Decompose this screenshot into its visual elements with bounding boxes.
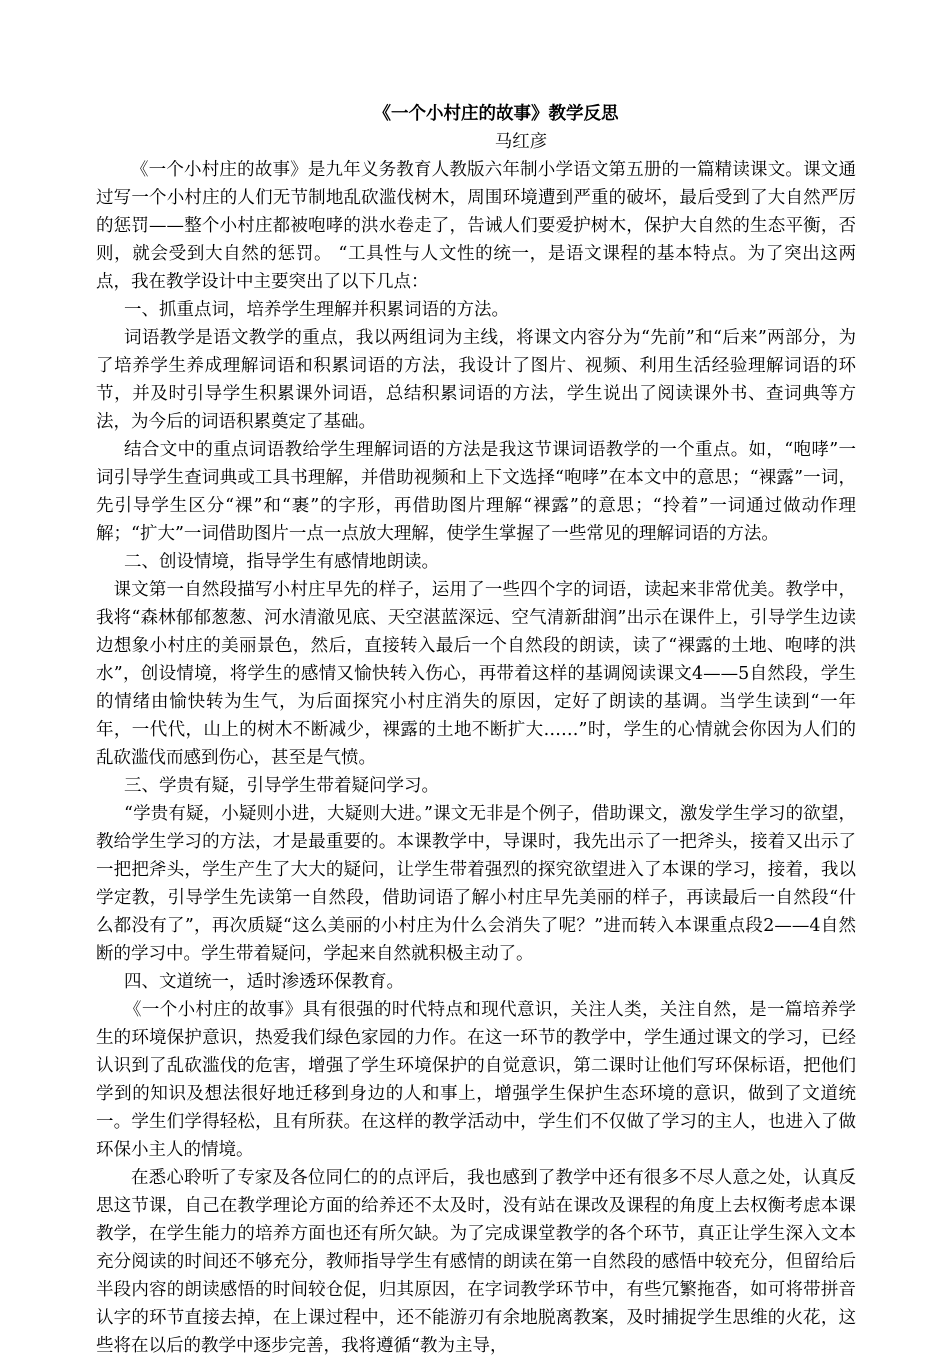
paragraph-section-1a: 词语教学是语文教学的重点，我以两组词为主线，将课文内容分为“先前”和“后来”两部分，为了培养学生养成理解词语和积累词语的方法，我设计了图片、视频、利用生活经验理解词语的环节，并及时引导学生积累课外词语，总结积累词语的方法，学生说出了阅读课外书、查词典等方法，为今后的词语积累奠定了基础。 <box>96 328 856 432</box>
section-heading-1: 一、抓重点词，培养学生理解并积累词语的方法。 <box>124 300 509 320</box>
paragraph-section-2: 课文第一自然段描写小村庄早先的样子，运用了一些四个字的词语，读起来非常优美。教学中，我将“森林郁郁葱葱、河水清澈见底、天空湛蓝深远、空气清新甜润”出示在课件上，引导学生边读边想象小村庄的美丽景色，然后，直接转入最后一个自然段的朗读，读了“裸露的土地、咆哮的洪水”，创设情境，将学生的感情又愉快转入伤心，再带着这样的基调阅读课文4——5自然段，学生的情绪由愉快转为生气，为后面探究小村庄消失的原因，定好了朗读的基调。当学生读到“一年年，一代代，山上的树木不断减少，裸露的土地不断扩大……”时，学生的心情就会你因为人们的乱砍滥伐而感到伤心，甚至是气愤。 <box>96 580 856 768</box>
paragraph-section-3: “学贵有疑，小疑则小进，大疑则大进。”课文无非是个例子，借助课文，激发学生学习的欲望，教给学生学习的方法，才是最重要的。本课教学中，导课时，我先出示了一把斧头，接着又出示了一把把斧头，学生产生了大大的疑问，让学生带着强烈的探究欲望进入了本课的学习，接着，我以学定教，引导学生先读第一自然段，借助词语了解小村庄早先美丽的样子，再读最后一自然段“什么都没有了”，再次质疑“这么美丽的小村庄为什么会消失了呢？”进而转入本课重点段2——4自然断的学习中。学生带着疑问，学起来自然就积极主动了。 <box>96 804 856 964</box>
paragraph-reflection: 在悉心聆听了专家及各位同仁的的点评后，我也感到了教学中还有很多不尽人意之处，认真反思这节课，自己在教学理论方面的给养还不太及时，没有站在课改及课程的角度上去权衡考虑本课教学，在学生能力的培养方面也还有所欠缺。为了完成课堂教学的各个环节，真正让学生深入文本充分阅读的时间还不够充分，教师指导学生有感情的朗读在第一自然段的感悟中较充分，但留给后半段内容的朗读感悟的时间较仓促，归其原因，在字词教学环节中，有些冗繁拖沓，如可将带拼音认字的环节直接去掉，在上课过程中，还不能游刃有余地脱离教案，及时捕捉学生思维的火花，这些将在以后的教学中逐步完善，我将遵循“教为主导， <box>96 1168 856 1356</box>
document-body <box>96 100 856 1360</box>
section-heading-4: 四、文道统一，适时渗透环保教育。 <box>124 972 404 992</box>
document-title: 《一个小村庄的故事》教学反思 <box>373 104 619 124</box>
paragraph-section-1b: 结合文中的重点词语教给学生理解词语的方法是我这节课词语教学的一个重点。如，“咆哮”一词引导学生查词典或工具书理解，并借助视频和上下文选择“咆哮”在本文中的意思；“裸露”一词，先引导学生区分“裸”和“裹”的字形，再借助图片理解“裸露”的意思；“拎着”一词通过做动作理解；“扩大”一词借助图片一点一点放大理解，使学生掌握了一些常见的理解词语的方法。 <box>96 440 856 544</box>
paragraph-section-4: 《一个小村庄的故事》具有很强的时代特点和现代意识，关注人类，关注自然，是一篇培养学生的环境保护意识，热爱我们绿色家园的力作。在这一环节的教学中，学生通过课文的学习，已经认识到了乱砍滥伐的危害，增强了学生环境保护的自觉意识，第二课时让他们写环保标语，把他们学到的知识及想法很好地迁移到身边的人和事上，增强学生保护生态环境的意识，做到了文道统一。学生们学得轻松，且有所获。在这样的教学活动中，学生们不仅做了学习的主人，也进入了做环保小主人的情境。 <box>96 1000 856 1160</box>
section-heading-3: 三、学贵有疑，引导学生带着疑问学习。 <box>124 776 439 796</box>
paragraph-intro: 《一个小村庄的故事》是九年义务教育人教版六年制小学语文第五册的一篇精读课文。课文通过写一个小村庄的人们无节制地乱砍滥伐树木，周围环境遭到严重的破坏，最后受到了大自然严厉的惩罚——整个小村庄都被咆哮的洪水卷走了，告诫人们要爱护树木，保护大自然的生态平衡，否则，就会受到大自然的惩罚。 “工具性与人文性的统一，是语文课程的基本特点。为了突出这两点，我在教学设计中主要突出了以下几点： <box>96 160 856 292</box>
section-heading-2: 二、创设情境，指导学生有感情地朗读。 <box>124 552 439 572</box>
document-author: 马红彦 <box>494 132 548 152</box>
